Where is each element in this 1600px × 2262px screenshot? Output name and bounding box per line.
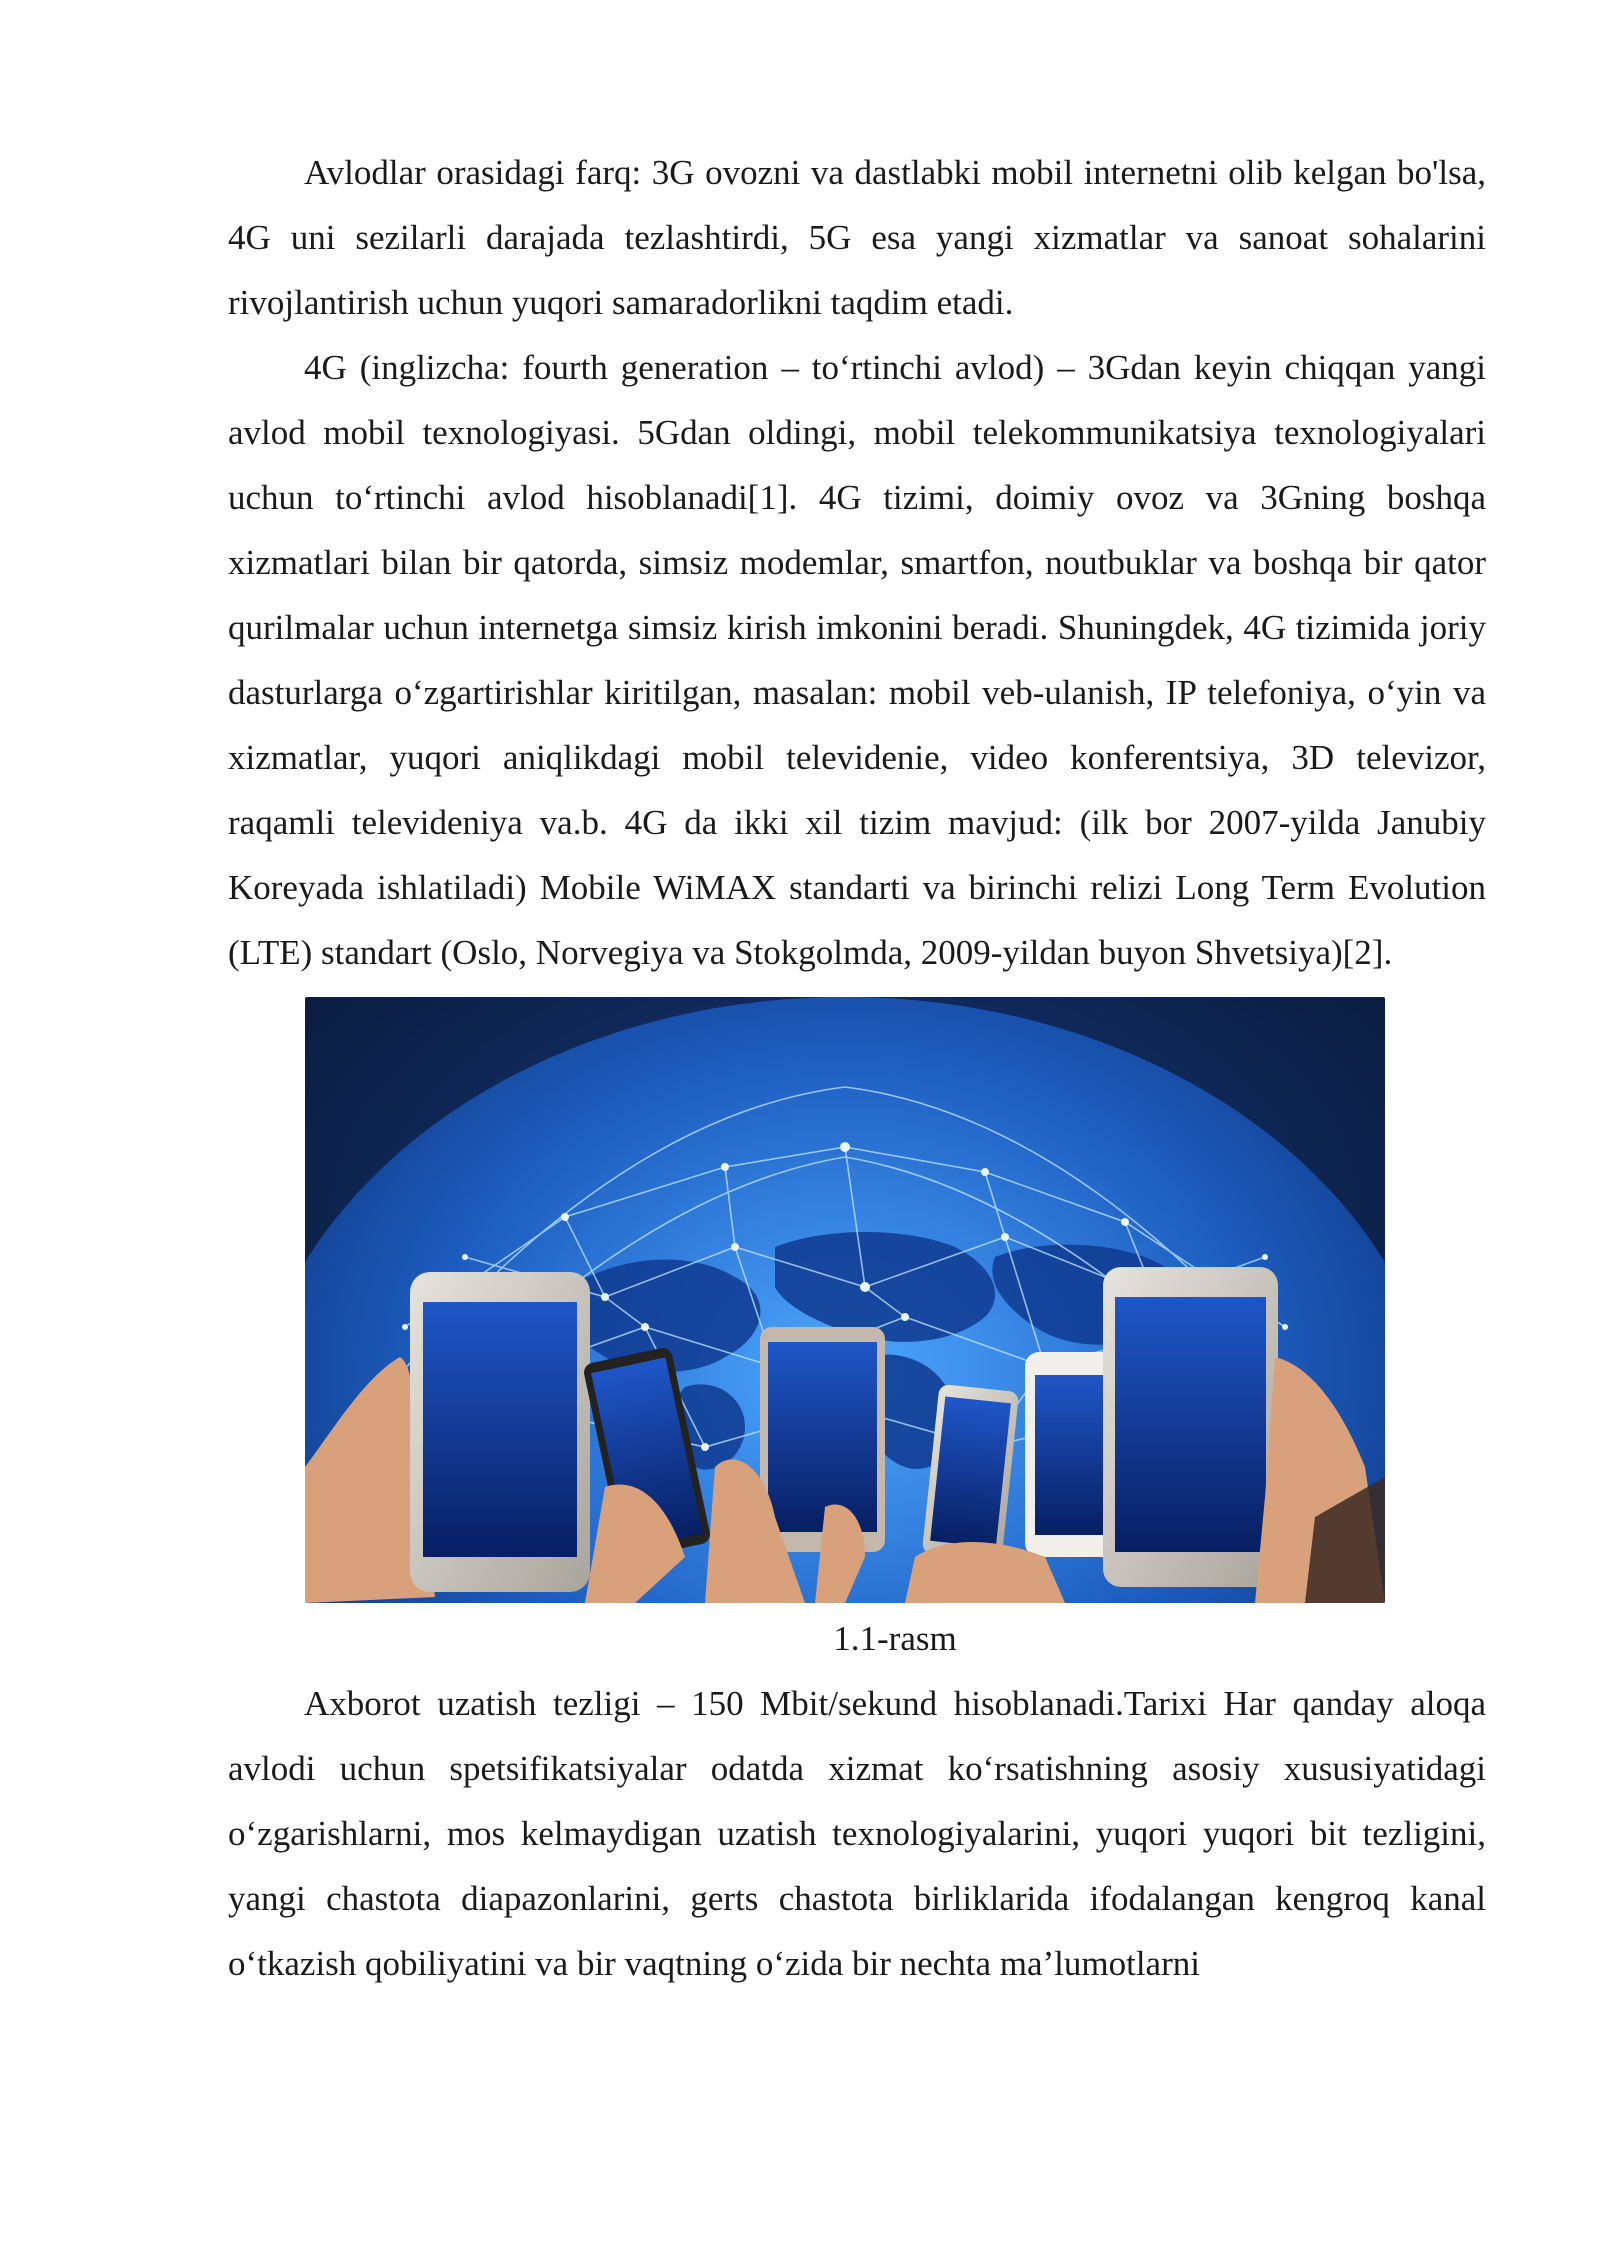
figure-caption: 1.1-rasm [833,1619,957,1658]
phone-left-large [410,1272,590,1592]
paragraph-transfer-speed: Axborot uzatish tezligi – 150 Mbit/sekund hisoblanadi.Tarixi Har qanday aloqa avlodi uchun spetsifikatsiyalar odatda xizmat ko‘rsatishning asosiy xususiyatidagi o‘zgarishlarni, mos kelmaydigan uzatish texnologiyalarini, yuqori yuqori bit tezligini, yangi chastota diapazonlarini, gerts chastota birliklarida ifodalangan kengroq kanal o‘tkazish qobiliyatini va bir vaqtning o‘zida bir nechta ma’lumotlarni [228,1684,1486,1983]
phone-center [760,1327,885,1552]
phone-right-large [1103,1267,1278,1587]
globe-smartphones-illustration [305,997,1385,1603]
paragraph-generations-difference: Avlodlar orasidagi farq: 3G ovozni va dastlabki mobil internetni olib kelgan bo'lsa, 4G uni sezilarli darajada tezlashtirdi, 5G esa yangi xizmatlar va sanoat sohalarini rivojlantirish uchun yuqori samaradorlikni taqdim etadi. [228,153,1486,322]
document-page [228,140,1486,1996]
figure-globe-smartphones [305,997,1385,1603]
paragraph-4g-description: 4G (inglizcha: fourth generation – to‘rtinchi avlod) – 3Gdan keyin chiqqan yangi avlod mobil texnologiyasi. 5Gdan oldingi, mobil telekommunikatsiya texnologiyalari uchun to‘rtinchi avlod hisoblanadi[1]. 4G tizimi, doimiy ovoz va 3Gning boshqa xizmatlari bilan bir qatorda, simsiz modemlar, smartfon, noutbuklar va boshqa bir qator qurilmalar uchun internetga simsiz kirish imkonini beradi. Shuningdek, 4G tizimida joriy dasturlarga o‘zgartirishlar kiritilgan, masalan: mobil veb-ulanish, IP telefoniya, o‘yin va xizmatlar, yuqori aniqlikdagi mobil televidenie, video konferentsiya, 3D televizor, raqamli televideniya va.b. 4G da ikki xil tizim mavjud: (ilk bor 2007-yilda Janubiy Koreyada ishlatiladi) Mobile WiMAX standarti va birinchi relizi Long Term Evolution (LTE) standart (Oslo, Norvegiya va Stokgolmda, 2009-yildan buyon Shvetsiya)[2]. [228,348,1486,972]
